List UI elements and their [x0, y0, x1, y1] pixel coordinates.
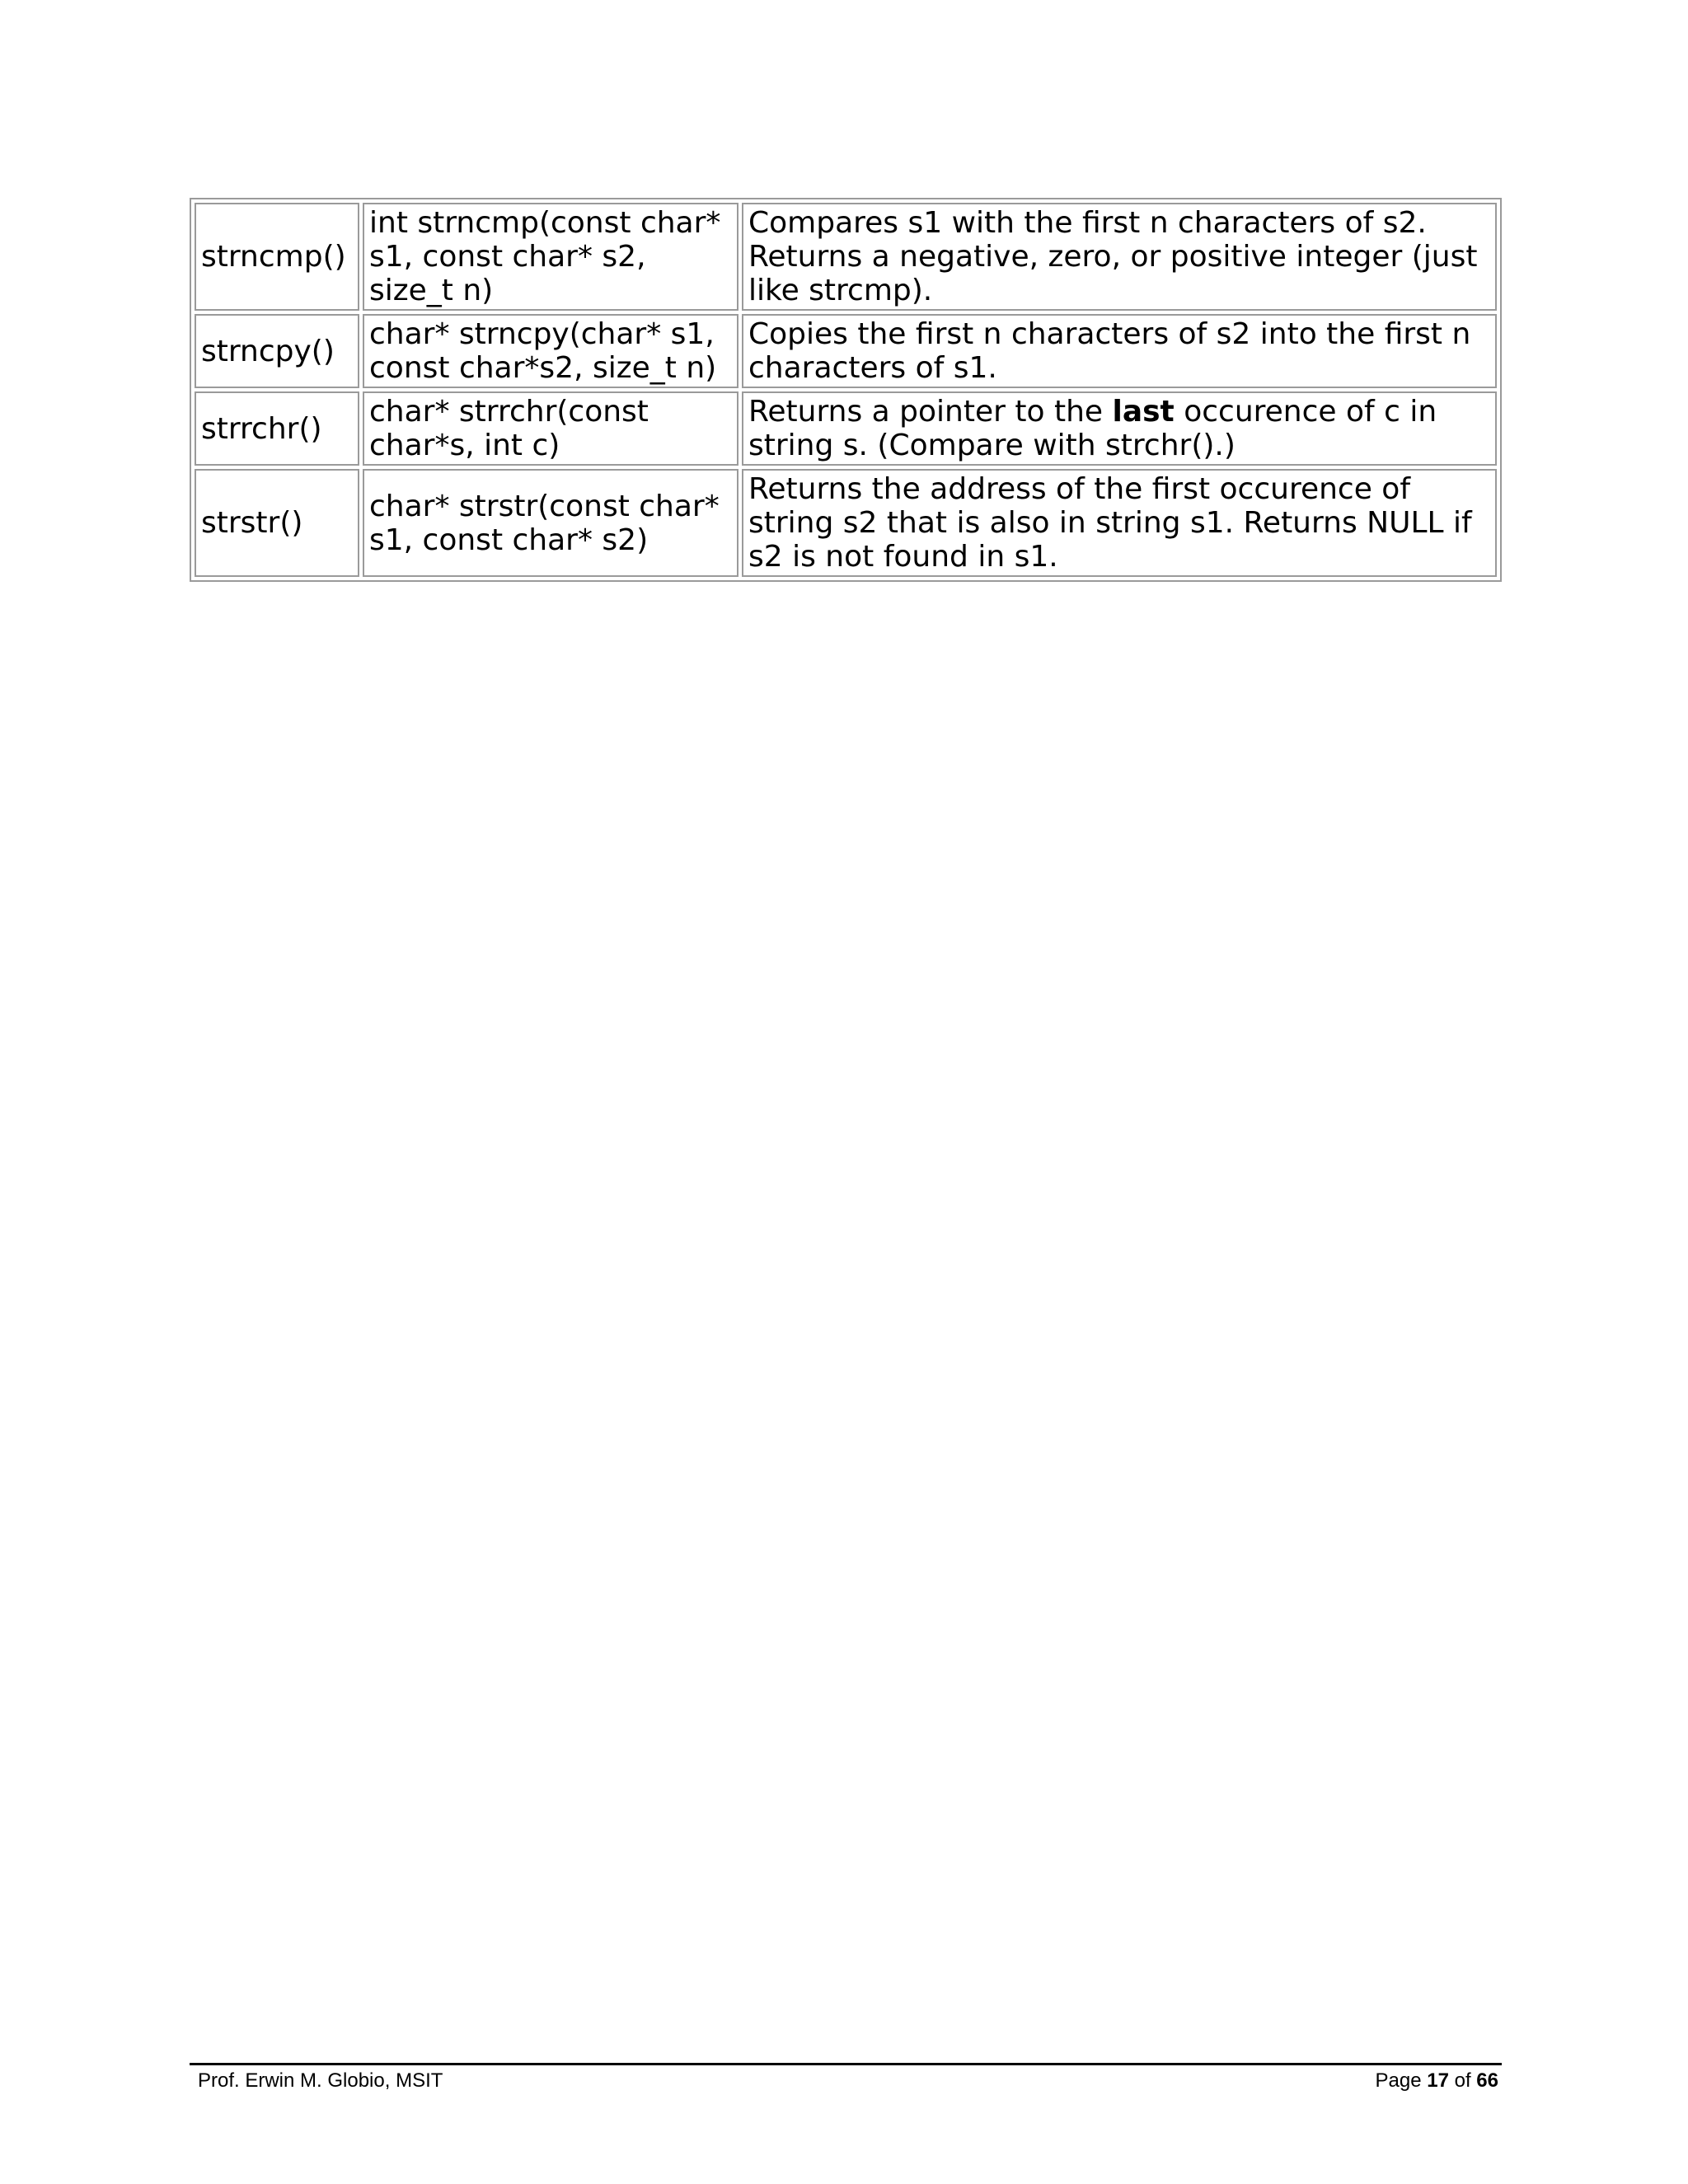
string-functions-table — [190, 198, 1502, 582]
function-description-cell: Copies the first n characters of s2 into the first n characters of s1. — [742, 314, 1497, 388]
function-name-cell: strstr() — [195, 469, 359, 577]
description-text: occurence of c in string s. (Compare with strchr().) — [748, 395, 1437, 462]
current-page: 17 — [1427, 2069, 1449, 2092]
page-of-label: of — [1448, 2069, 1477, 2092]
function-name-cell: strncmp() — [195, 203, 359, 311]
page-label: Page — [1375, 2069, 1428, 2092]
table-row — [195, 391, 1497, 466]
description-text: Returns a pointer to the — [748, 395, 1113, 429]
function-description-cell — [742, 391, 1497, 466]
function-signature-cell: char* strncpy(char* s1, const char*s2, size_t n) — [363, 314, 738, 388]
footer-page-number — [1376, 2069, 1498, 2093]
function-name-cell: strrchr() — [195, 391, 359, 466]
table-row — [195, 469, 1497, 577]
footer-divider — [190, 2063, 1502, 2065]
function-name-cell: strncpy() — [195, 314, 359, 388]
function-signature-cell: char* strstr(const char* s1, const char* s2) — [363, 469, 738, 577]
function-signature-cell: char* strrchr(const char*s, int c) — [363, 391, 738, 466]
table-row — [195, 203, 1497, 311]
table-row — [195, 314, 1497, 388]
footer-author: Prof. Erwin M. Globio, MSIT — [198, 2069, 443, 2092]
function-description-cell: Compares s1 with the first n characters of s2. Returns a negative, zero, or positive integer (just like strcmp). — [742, 203, 1497, 311]
description-emphasis: last — [1112, 395, 1175, 429]
total-pages: 66 — [1476, 2069, 1498, 2092]
function-signature-cell: int strncmp(const char* s1, const char* s2, size_t n) — [363, 203, 738, 311]
function-description-cell: Returns the address of the first occurence of string s2 that is also in string s1. Returns NULL if s2 is not found in s1. — [742, 469, 1497, 577]
